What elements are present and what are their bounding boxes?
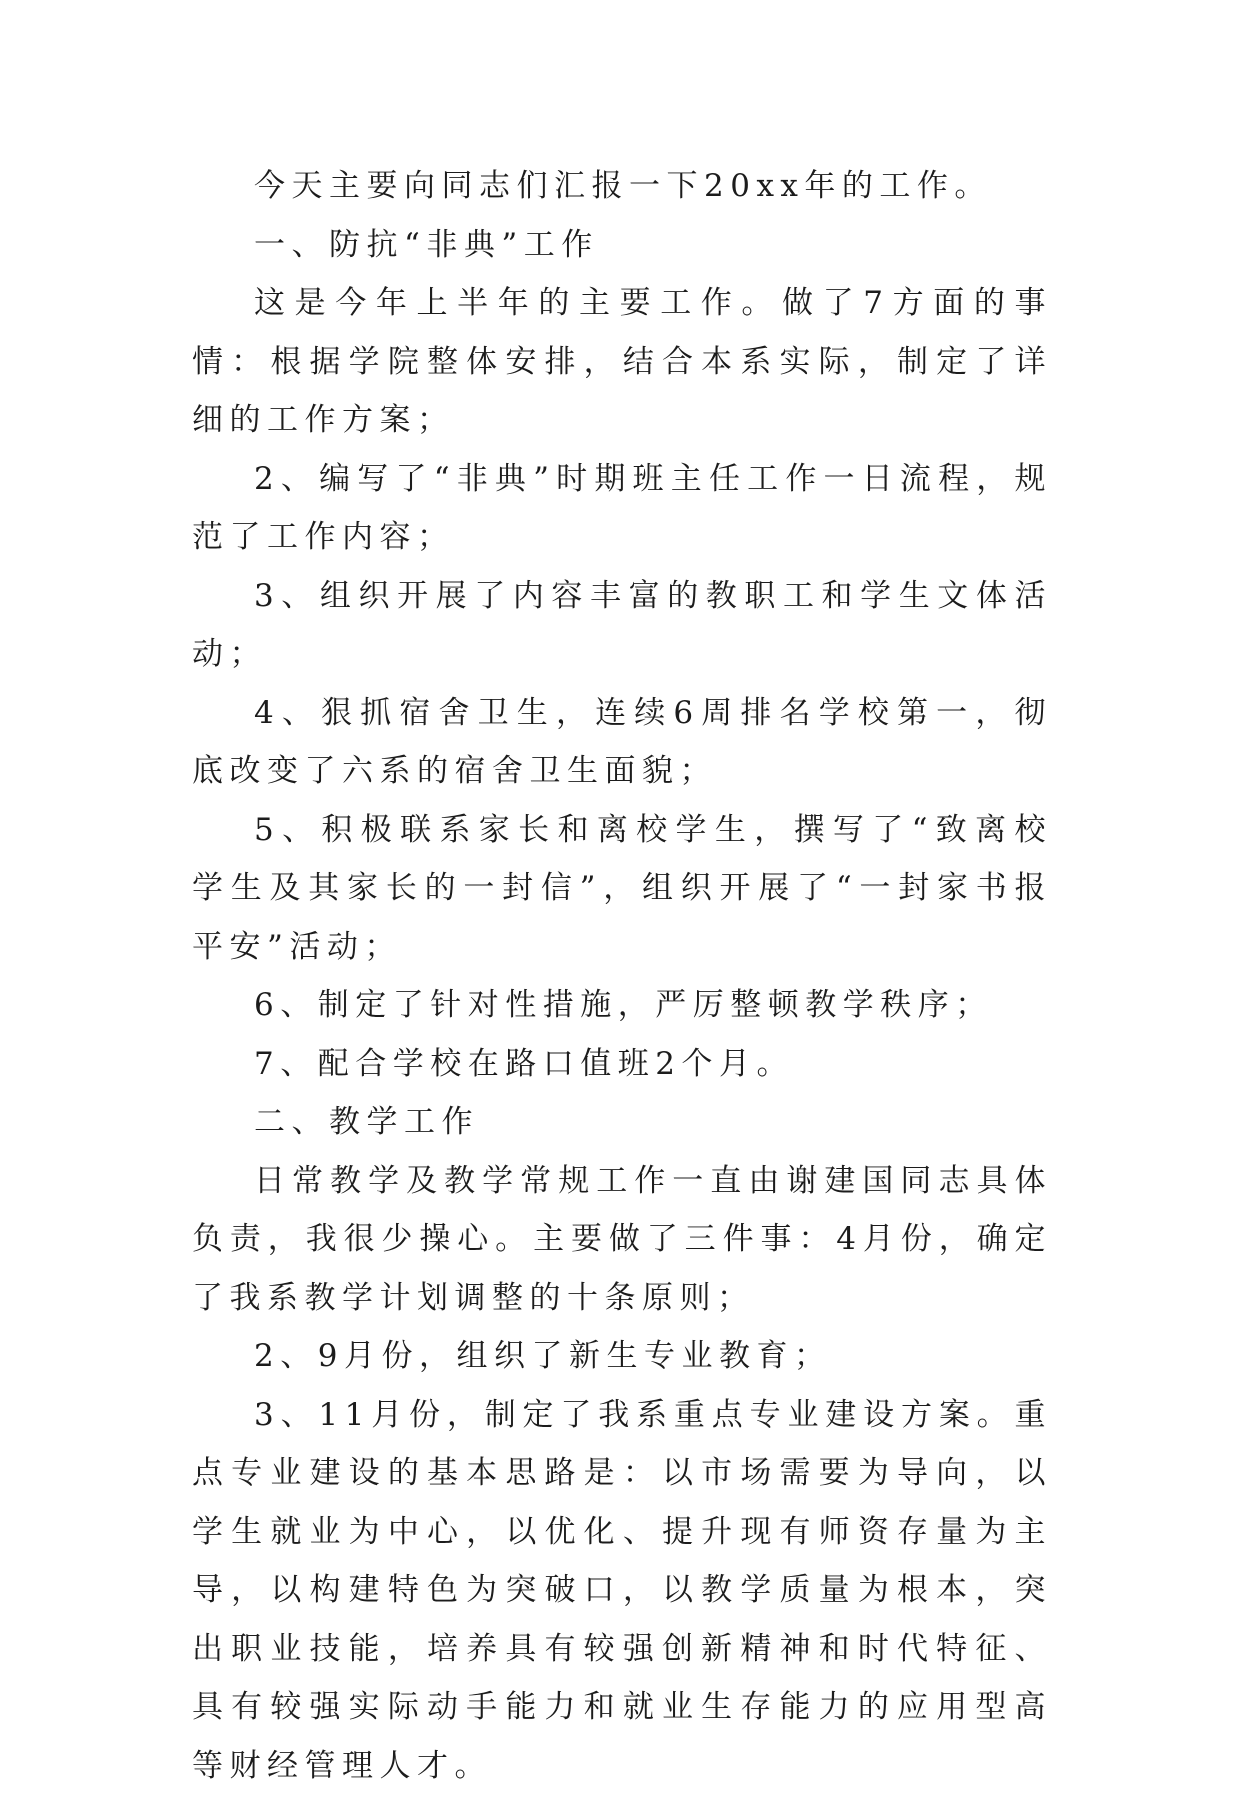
paragraph-section-1-item-1: 这是今年上半年的主要工作。做了7方面的事情：根据学院整体安排，结合本系实际，制定了详细的工作方案； [192, 274, 1052, 450]
heading-section-2: 二、教学工作 [192, 1093, 1052, 1152]
paragraph-section-1-item-3: 3、组织开展了内容丰富的教职工和学生文体活动； [192, 567, 1052, 684]
paragraph-section-1-item-4: 4、狠抓宿舍卫生，连续6周排名学校第一，彻底改变了六系的宿舍卫生面貌； [192, 684, 1052, 801]
paragraph-section-2-item-1: 日常教学及教学常规工作一直由谢建国同志具体负责，我很少操心。主要做了三件事：4月份，确定了我系教学计划调整的十条原则； [192, 1152, 1052, 1328]
heading-section-1: 一、防抗“非典”工作 [192, 216, 1052, 275]
paragraph-section-2-item-2: 2、9月份，组织了新生专业教育； [192, 1327, 1052, 1386]
paragraph-section-1-item-2: 2、编写了“非典”时期班主任工作一日流程，规范了工作内容； [192, 450, 1052, 567]
paragraph-intro: 今天主要向同志们汇报一下20xx年的工作。 [192, 157, 1052, 216]
paragraph-section-1-item-6: 6、制定了针对性措施，严厉整顿教学秩序； [192, 976, 1052, 1035]
paragraph-section-2-item-3: 3、11月份，制定了我系重点专业建设方案。重点专业建设的基本思路是：以市场需要为导向，以学生就业为中心，以优化、提升现有师资存量为主导，以构建特色为突破口，以教学质量为根本，突出职业技能，培养具有较强创新精神和时代特征、具有较强实际动手能力和就业生存能力的应用型高等财经管理人才。 [192, 1386, 1052, 1795]
document-body [192, 157, 1052, 1795]
paragraph-section-1-item-7: 7、配合学校在路口值班2个月。 [192, 1035, 1052, 1094]
paragraph-section-1-item-5: 5、积极联系家长和离校学生，撰写了“致离校学生及其家长的一封信”，组织开展了“一封家书报平安”活动； [192, 801, 1052, 977]
